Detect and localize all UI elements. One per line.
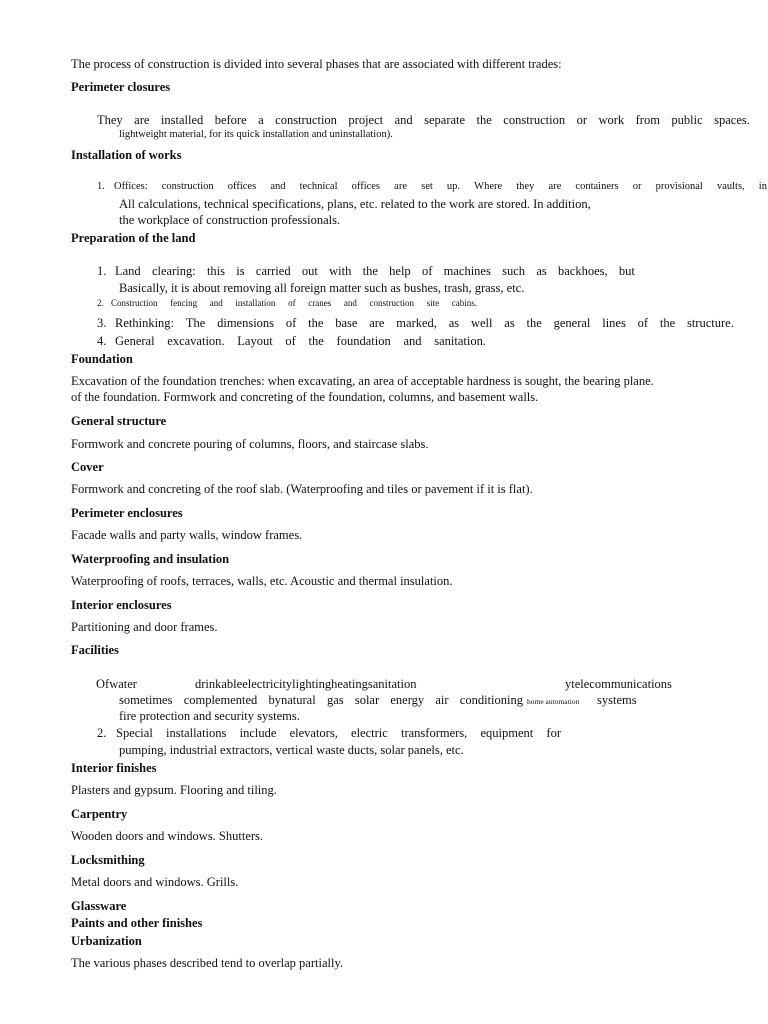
heading-installation-of-works: Installation of works	[71, 148, 182, 162]
word: this	[206, 264, 226, 278]
word: installation	[235, 298, 276, 308]
word: such	[502, 264, 526, 278]
perimeter-enclosures-text: Facade walls and party walls, window frames.	[71, 528, 303, 542]
word: help	[389, 264, 411, 278]
heading-interior-enclosures: Interior enclosures	[71, 598, 172, 612]
word: marked,	[396, 316, 437, 330]
facilities-line-2-small: home automation	[527, 697, 580, 706]
cover-text: Formwork and concreting of the roof slab. (Waterproofing and tiles or pavement if it is flat).	[71, 482, 533, 496]
word: up.	[446, 181, 461, 192]
word: backhoes,	[558, 264, 608, 278]
word: structure.	[686, 316, 734, 330]
word: electric	[351, 726, 388, 740]
word: complemented	[183, 693, 258, 707]
word: out	[301, 264, 318, 278]
word: are	[134, 113, 150, 127]
word: the	[476, 113, 492, 127]
word: public	[671, 113, 703, 127]
word: is	[236, 264, 245, 278]
heading-foundation: Foundation	[71, 352, 133, 366]
word: cabins.	[451, 298, 477, 308]
facilities-line-1-start: Ofwater	[96, 677, 137, 691]
word: dimensions	[217, 316, 275, 330]
word: of	[285, 334, 296, 348]
facilities-line-2	[119, 694, 523, 707]
word: and	[270, 181, 286, 192]
word: work	[598, 113, 625, 127]
word: construction	[503, 113, 566, 127]
heading-locksmithing: Locksmithing	[71, 853, 145, 867]
word: Construction	[111, 298, 158, 308]
closing-paragraph: The various phases described tend to overlap partially.	[71, 956, 344, 970]
word: of	[421, 264, 433, 278]
word: for	[546, 726, 561, 740]
word: fencing	[170, 298, 198, 308]
word: they	[516, 181, 535, 192]
word: bynatural	[268, 693, 316, 707]
word: base	[335, 316, 358, 330]
list-number: 4.	[97, 334, 107, 348]
word: the	[526, 316, 542, 330]
word: technical	[299, 181, 338, 192]
word: with	[329, 264, 352, 278]
word: or	[632, 181, 642, 192]
word: construction	[275, 113, 337, 127]
word: machines	[443, 264, 491, 278]
word: transformers,	[400, 726, 468, 740]
installation-item-1-line-3: the workplace of construction professionals.	[119, 213, 341, 227]
word: spaces.	[714, 113, 750, 127]
word: gas	[326, 693, 344, 707]
list-number: 1.	[97, 264, 107, 278]
word: energy	[390, 693, 425, 707]
word: General	[115, 334, 155, 348]
word: cranes	[308, 298, 332, 308]
word: They	[97, 113, 123, 127]
foundation-line-1: Excavation of the foundation trenches: when excavating, an area of acceptable hardness is sought, the bearing plane.	[71, 374, 654, 388]
word: construction	[369, 298, 414, 308]
interior-finishes-text: Plasters and gypsum. Flooring and tiling.	[71, 783, 277, 797]
preparation-item-4	[115, 335, 486, 348]
perimeter-closures-line-2: lightweight material, for its quick installation and uninstallation).	[119, 129, 393, 140]
word: general	[553, 316, 591, 330]
word: are	[394, 181, 407, 192]
interior-enclosures-text: Partitioning and door frames.	[71, 620, 218, 634]
preparation-item-1-line-2: Basically, it is about removing all foreign matter such as bushes, trash, grass, etc.	[119, 281, 525, 295]
heading-preparation-of-the-land: Preparation of the land	[71, 231, 196, 245]
word: but	[618, 264, 635, 278]
word: as	[448, 316, 460, 330]
installation-item-1-line-1	[114, 182, 767, 193]
word: containers	[575, 181, 619, 192]
word: and	[209, 298, 223, 308]
heading-paints-and-other-finishes: Paints and other finishes	[71, 916, 203, 930]
perimeter-closures-line-1	[97, 114, 750, 127]
heading-interior-finishes: Interior finishes	[71, 761, 157, 775]
word: construction	[161, 181, 214, 192]
word: in	[758, 181, 767, 192]
word: or	[576, 113, 587, 127]
word: as	[504, 316, 515, 330]
intro-paragraph: The process of construction is divided into several phases that are associated with different trades:	[71, 57, 562, 71]
word: from	[635, 113, 660, 127]
carpentry-text: Wooden doors and windows. Shutters.	[71, 829, 264, 843]
word: well	[470, 316, 493, 330]
word: of	[637, 316, 649, 330]
foundation-line-2: of the foundation. Formwork and concreting of the foundation, columns, and basement walls.	[71, 390, 539, 404]
word: before	[214, 113, 247, 127]
facilities-line-1-end: ytelecommunications	[565, 677, 672, 691]
facilities-line-2-end: systems	[597, 693, 637, 707]
word: solar	[354, 693, 380, 707]
list-number: 1.	[97, 181, 105, 192]
heading-urbanization: Urbanization	[71, 934, 142, 948]
word: conditioning	[459, 693, 523, 707]
locksmithing-text: Metal doors and windows. Grills.	[71, 875, 239, 889]
word: equipment	[480, 726, 534, 740]
heading-general-structure: General structure	[71, 414, 167, 428]
word: air	[435, 693, 449, 707]
word: a	[258, 113, 264, 127]
word: as	[536, 264, 547, 278]
heading-perimeter-enclosures: Perimeter enclosures	[71, 506, 183, 520]
word: and	[403, 334, 422, 348]
heading-facilities: Facilities	[71, 643, 119, 657]
facilities-line-1-middle: drinkableelectricitylightingheatingsanitation	[195, 677, 417, 691]
word: and	[343, 298, 357, 308]
word: The	[185, 316, 206, 330]
word: Offices:	[114, 181, 148, 192]
word: of	[288, 298, 296, 308]
word: the	[308, 334, 324, 348]
word: Special	[116, 726, 153, 740]
word: project	[348, 113, 384, 127]
list-number: 2.	[97, 726, 107, 740]
facilities-item-2-line-1	[116, 727, 561, 740]
heading-glassware: Glassware	[71, 899, 127, 913]
word: offices	[351, 181, 381, 192]
list-number: 2.	[97, 298, 104, 308]
facilities-item-2-line-2: pumping, industrial extractors, vertical waste ducts, solar panels, etc.	[119, 743, 464, 757]
word: Land	[115, 264, 141, 278]
word: foundation	[336, 334, 391, 348]
word: the	[362, 264, 378, 278]
list-number: 3.	[97, 316, 107, 330]
heading-cover: Cover	[71, 460, 104, 474]
word: Where	[474, 181, 503, 192]
word: of	[285, 316, 297, 330]
word: carried	[255, 264, 291, 278]
preparation-item-2	[111, 299, 477, 308]
word: installations	[165, 726, 227, 740]
word: site	[426, 298, 440, 308]
preparation-item-1-line-1	[115, 265, 635, 278]
word: are	[369, 316, 385, 330]
facilities-line-3: fire protection and security systems.	[119, 709, 300, 723]
word: are	[548, 181, 562, 192]
word: include	[239, 726, 277, 740]
preparation-item-3	[115, 317, 734, 330]
word: vaults,	[716, 181, 745, 192]
word: provisional	[655, 181, 703, 192]
heading-perimeter-closures: Perimeter closures	[71, 80, 171, 94]
word: Layout	[237, 334, 273, 348]
word: excavation.	[167, 334, 225, 348]
word: sometimes	[119, 693, 173, 707]
word: separate	[424, 113, 466, 127]
word: elevators,	[289, 726, 338, 740]
heading-waterproofing-and-insulation: Waterproofing and insulation	[71, 552, 230, 566]
word: set	[421, 181, 433, 192]
word: clearing:	[151, 264, 196, 278]
heading-carpentry: Carpentry	[71, 807, 128, 821]
word: installed	[160, 113, 204, 127]
word: lines	[602, 316, 626, 330]
word: and	[394, 113, 413, 127]
word: the	[308, 316, 324, 330]
word: the	[659, 316, 676, 330]
waterproofing-text: Waterproofing of roofs, terraces, walls, etc. Acoustic and thermal insulation.	[71, 574, 453, 588]
word: offices	[227, 181, 257, 192]
general-structure-text: Formwork and concrete pouring of columns, floors, and staircase slabs.	[71, 437, 429, 451]
installation-item-1-line-2: All calculations, technical specifications, plans, etc. related to the work are stored. In addition,	[119, 197, 591, 211]
word: sanitation.	[434, 334, 486, 348]
word: Rethinking:	[115, 316, 175, 330]
